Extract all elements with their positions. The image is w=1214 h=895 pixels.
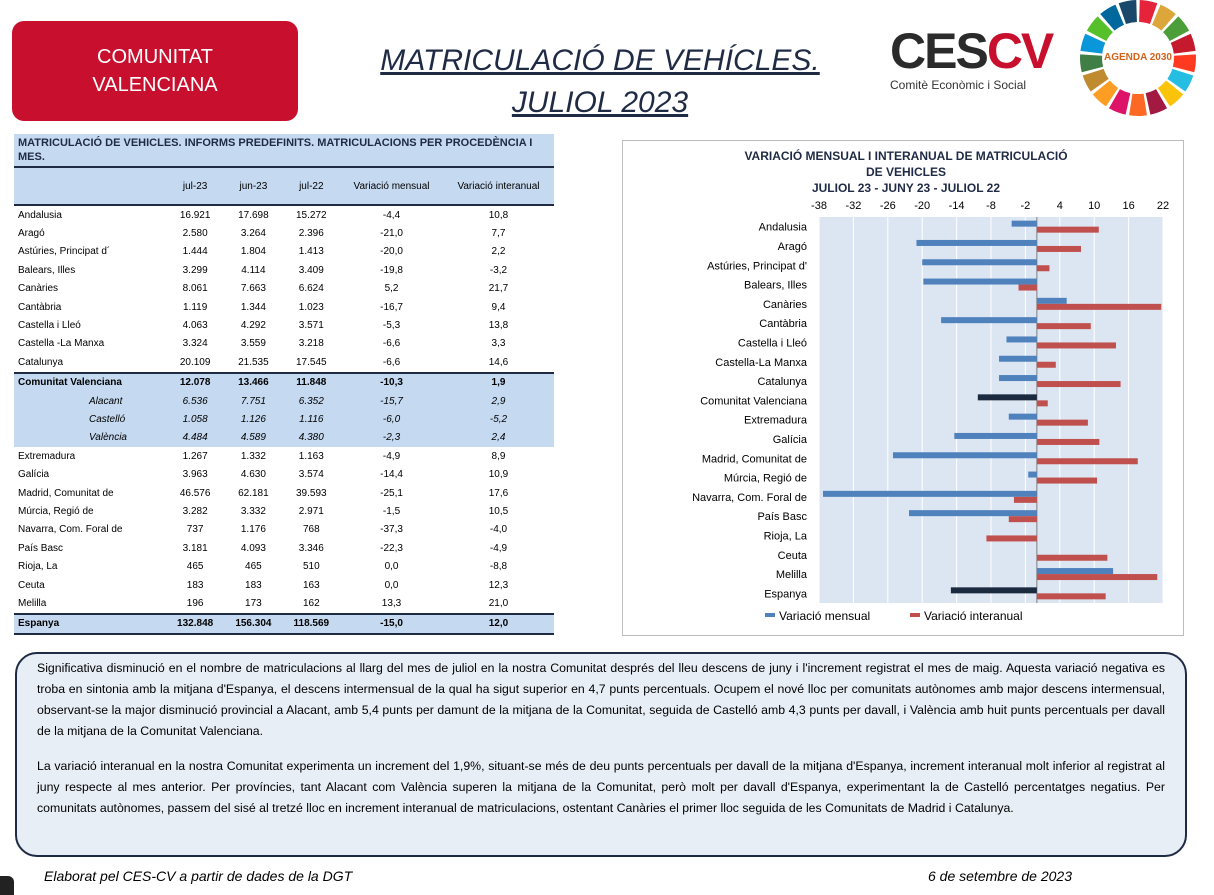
header-blank — [14, 167, 166, 205]
category-label: Melilla — [775, 569, 807, 582]
table-row — [14, 261, 554, 279]
bar-variacio-mensual — [1037, 568, 1113, 574]
variation-chart-svg — [623, 141, 1183, 635]
cell-value: -37,3 — [380, 524, 403, 536]
row-label: Extremadura — [18, 450, 76, 462]
bar-variacio-mensual — [916, 240, 1036, 246]
category-label: Cantàbria — [759, 318, 807, 331]
badge-line-2: VALENCIANA — [92, 74, 218, 96]
table-row — [14, 484, 554, 502]
cell-value: 3.559 — [240, 338, 266, 350]
cell-value: 10,8 — [488, 209, 509, 221]
table-row — [14, 280, 554, 298]
cell-value: 11.848 — [283, 373, 341, 392]
table-row — [14, 298, 554, 316]
cell-value: 196 — [186, 597, 204, 609]
cell-value: 4.589 — [224, 429, 282, 447]
bar-variacio-interanual — [986, 535, 1036, 541]
cell-value: 6.624 — [298, 283, 324, 295]
bar-variacio-mensual — [978, 394, 1037, 400]
category-label: Madrid, Comunitat de — [701, 453, 807, 466]
logo-text-cv: CV — [986, 23, 1053, 79]
cell-value: 1.116 — [283, 410, 341, 428]
cell-value: -6,0 — [340, 410, 443, 428]
bar-variacio-interanual — [1037, 227, 1099, 233]
x-tick-label: -32 — [845, 200, 862, 212]
category-label: Galícia — [772, 433, 807, 446]
cell-value: 2,9 — [443, 392, 554, 410]
cell-value: 3.218 — [298, 338, 324, 350]
cell-value: 13.466 — [224, 373, 282, 392]
bar-variacio-interanual — [1037, 304, 1161, 310]
cell-value: 2,2 — [491, 246, 506, 258]
bar-variacio-interanual — [1037, 265, 1050, 271]
cell-value: 39.593 — [296, 487, 327, 499]
cell-value: 4.484 — [166, 429, 224, 447]
bar-variacio-interanual — [1019, 285, 1037, 291]
cell-value: -4,9 — [489, 542, 508, 554]
cell-value: 13,8 — [488, 320, 509, 332]
category-label: Canàries — [762, 298, 807, 311]
table-row — [14, 539, 554, 557]
table-row — [14, 521, 554, 539]
category-label: Balears, Illes — [744, 279, 807, 292]
category-label: Múrcia, Regió de — [723, 472, 807, 485]
category-label: Rioja, La — [763, 530, 807, 543]
cell-value: 3,3 — [491, 338, 506, 350]
cell-value: 162 — [302, 597, 320, 609]
bar-variacio-mensual — [954, 433, 1037, 439]
cell-value: 2,4 — [443, 429, 554, 447]
category-label: Navarra, Com. Foral de — [692, 491, 807, 504]
logo-subtitle: Comitè Econòmic i Social — [890, 78, 1027, 92]
table-row — [14, 614, 554, 634]
chart-title-line-3: JULIOL 23 - JUNY 23 - JULIOL 22 — [811, 181, 1001, 195]
cell-value: 7.751 — [224, 392, 282, 410]
cell-value: 0,0 — [384, 579, 399, 591]
cell-value: 2.396 — [298, 228, 324, 240]
cell-value: -20,0 — [380, 246, 403, 258]
x-tick-label: 4 — [1056, 200, 1063, 212]
cell-value: 3.409 — [298, 264, 324, 276]
cell-value: 118.569 — [283, 614, 341, 634]
bar-variacio-interanual — [1037, 362, 1056, 368]
bar-variacio-interanual — [1037, 458, 1138, 464]
row-label: Cantàbria — [18, 301, 62, 313]
registrations-table — [14, 134, 554, 635]
cell-value: -6,6 — [382, 338, 401, 350]
bar-variacio-mensual — [923, 279, 1037, 285]
bar-variacio-mensual — [909, 510, 1037, 516]
cell-value: 12.078 — [166, 373, 224, 392]
cell-value: -14,4 — [380, 469, 403, 481]
cell-value: -22,3 — [380, 542, 403, 554]
bar-variacio-interanual — [1014, 497, 1037, 503]
table-row — [14, 502, 554, 520]
cell-value: 3.571 — [298, 320, 324, 332]
x-tick-label: 10 — [1088, 200, 1101, 212]
category-label: Castella-La Manxa — [715, 356, 807, 369]
cell-value: 183 — [186, 579, 204, 591]
cell-value: 1.444 — [182, 246, 208, 258]
cell-value: 3.574 — [298, 469, 324, 481]
bar-variacio-interanual — [1037, 555, 1108, 561]
row-label: Melilla — [18, 597, 47, 609]
category-label: Extremadura — [744, 414, 807, 427]
cell-value: 3.282 — [182, 505, 208, 517]
bar-variacio-mensual — [999, 375, 1037, 381]
cell-value: 10,5 — [488, 505, 509, 517]
cell-value: 6.352 — [283, 392, 341, 410]
legend-label-interanual: Variació interanual — [924, 609, 1023, 623]
sdg-wheel-segment — [1129, 94, 1147, 116]
cell-value: 2.580 — [182, 228, 208, 240]
cell-value: 163 — [302, 579, 320, 591]
table-row — [14, 392, 554, 410]
cell-value: 1.344 — [240, 301, 266, 313]
table-row — [14, 224, 554, 242]
bar-variacio-mensual — [999, 356, 1037, 362]
cell-value: -16,7 — [380, 301, 403, 313]
cell-value: 510 — [302, 561, 320, 573]
table-row — [14, 429, 554, 447]
bar-variacio-interanual — [1037, 593, 1106, 599]
footer-date: 6 de setembre de 2023 — [928, 868, 1072, 884]
row-label: Canàries — [18, 283, 59, 295]
cell-value: 3.346 — [298, 542, 324, 554]
cell-value: 46.576 — [179, 487, 211, 499]
cell-value: 3.963 — [182, 469, 208, 481]
cell-value: 2.971 — [298, 505, 324, 517]
x-tick-label: -8 — [986, 200, 996, 212]
row-label: Andalusia — [18, 209, 62, 221]
cell-value: 16.921 — [179, 209, 211, 221]
cell-value: 1.058 — [166, 410, 224, 428]
table-row — [14, 465, 554, 483]
row-label: Comunitat Valenciana — [14, 373, 166, 392]
variation-chart — [622, 140, 1184, 636]
table-row — [14, 576, 554, 594]
cell-value: 183 — [245, 579, 262, 591]
cell-value: 3.299 — [182, 264, 208, 276]
cell-value: -5,3 — [382, 320, 401, 332]
row-label: Catalunya — [18, 356, 64, 368]
badge-line-1: COMUNITAT — [97, 46, 213, 68]
x-tick-label: 22 — [1156, 200, 1170, 212]
row-label: València — [14, 429, 166, 447]
commentary-box — [15, 652, 1187, 857]
cell-value: -2,3 — [340, 429, 443, 447]
title-line-1: MATRICULACIÓ DE VEHÍCLES. — [380, 44, 820, 77]
bar-variacio-mensual — [1012, 221, 1037, 227]
category-label: Aragó — [777, 240, 807, 253]
row-label: País Basc — [18, 542, 64, 554]
category-label: Catalunya — [757, 376, 807, 389]
cell-value: 6.536 — [166, 392, 224, 410]
cell-value: -5,2 — [443, 410, 554, 428]
cescv-logo — [890, 23, 1060, 106]
cell-value: -1,5 — [382, 505, 401, 517]
cell-value: 3.181 — [182, 542, 208, 554]
x-tick-label: 16 — [1122, 200, 1135, 212]
chart-title-line-1: VARIACIÓ MENSUAL I INTERANUAL DE MATRICULACIÓ — [744, 149, 1068, 163]
sdg-wheel-segment — [1080, 54, 1103, 72]
cell-value: 4.063 — [182, 320, 208, 332]
commentary-paragraph-1: Significativa disminució en el nombre de matriculacions al llarg del mes de juliol en la nostra Comunitat després del lleu descens de juny i l'increment registrat el mes de maig. Aquesta variació negativa es troba en sintonia amb la mitjana d'Espanya, el descens intermensual de la qual ha sigut superior en 4,7 punts percentuals. Ocupem el nové lloc per comunitats autònomes amb major descens intermensual, observant-se la major disminució provincial a Alacant, amb 5,4 punts per damunt de la mitjana de la Comunitat, seguida de Castelló amb 4,3 punts per davall, i València amb huit punts percentuals per davall de la mitjana de la Comunitat Valenciana. — [37, 661, 1165, 738]
cell-value: 21,0 — [488, 597, 509, 609]
cell-value: 13,3 — [381, 597, 402, 609]
row-label: Rioja, La — [18, 561, 58, 573]
row-label: Astúries, Principat d´ — [18, 246, 111, 258]
bar-variacio-interanual — [1037, 574, 1157, 580]
corner-tab — [0, 876, 14, 895]
cell-value: -3,2 — [489, 264, 508, 276]
table-row — [14, 373, 554, 392]
table-row — [14, 557, 554, 575]
bar-variacio-interanual — [1037, 400, 1048, 406]
cell-value: 768 — [302, 524, 320, 536]
cell-value: -4,9 — [382, 450, 401, 462]
cell-value: -6,6 — [382, 356, 401, 368]
cell-value: 20.109 — [179, 356, 211, 368]
cell-value: -15,0 — [340, 614, 443, 634]
cell-value: 7.663 — [240, 283, 266, 295]
cell-value: 15.272 — [296, 209, 327, 221]
row-label: Balears, Illes — [18, 264, 76, 276]
cell-value: 14,6 — [488, 356, 509, 368]
cell-value: 8,9 — [491, 450, 506, 462]
cell-value: 4.380 — [283, 429, 341, 447]
category-label: País Basc — [757, 511, 807, 524]
row-label: Castella -La Manxa — [18, 338, 105, 350]
cell-value: 7,7 — [491, 228, 506, 240]
bar-variacio-interanual — [1037, 439, 1099, 445]
page-title — [340, 40, 860, 124]
table-row — [14, 353, 554, 372]
cell-value: 132.848 — [166, 614, 224, 634]
cell-value: 3.324 — [182, 338, 208, 350]
category-label: Comunitat Valenciana — [700, 395, 807, 408]
x-tick-label: -26 — [879, 200, 896, 212]
table-row — [14, 410, 554, 428]
cell-value: 21,7 — [488, 283, 509, 295]
cell-value: 156.304 — [224, 614, 282, 634]
cell-value: 465 — [245, 561, 262, 573]
cell-value: 1.176 — [240, 524, 266, 536]
bar-variacio-interanual — [1037, 478, 1097, 484]
bar-variacio-mensual — [823, 491, 1037, 497]
cell-value: 17,6 — [488, 487, 509, 499]
bar-variacio-interanual — [1009, 516, 1037, 522]
bar-variacio-interanual — [1037, 420, 1088, 426]
x-tick-label: -20 — [914, 200, 931, 212]
cell-value: 4.630 — [240, 469, 266, 481]
logo-text-ces: CES — [890, 23, 987, 79]
cell-value: 21.535 — [238, 356, 269, 368]
cell-value: -25,1 — [380, 487, 403, 499]
row-label: Espanya — [14, 614, 166, 634]
table-row — [14, 335, 554, 353]
category-label: Ceuta — [777, 549, 807, 562]
table-row — [14, 447, 554, 465]
region-badge — [12, 21, 298, 121]
bar-variacio-interanual — [1037, 323, 1091, 329]
cell-value: 173 — [245, 597, 262, 609]
bar-variacio-mensual — [1006, 336, 1036, 342]
column-header: jul-22 — [283, 167, 341, 205]
row-label: Castella i Lleó — [18, 320, 81, 332]
table-title: MATRICULACIÓ DE VEHICLES. INFORMS PREDEFINITS. MATRICULACIONS PER PROCEDÈNCIA I MES. — [14, 134, 554, 166]
cell-value: 9,4 — [491, 301, 506, 313]
sdg-wheel-segment — [1173, 54, 1196, 72]
bar-variacio-interanual — [1037, 246, 1081, 252]
category-label: Andalusia — [758, 221, 807, 234]
legend-label-mensual: Variació mensual — [779, 609, 871, 623]
cell-value: 1.804 — [240, 246, 266, 258]
cell-value: 465 — [186, 561, 204, 573]
table-row — [14, 594, 554, 613]
column-header: jun-23 — [224, 167, 282, 205]
cell-value: 4.093 — [240, 542, 266, 554]
chart-title-line-2: DE VEHICLES — [865, 165, 947, 179]
bar-variacio-interanual — [1037, 381, 1121, 387]
cell-value: 1.332 — [240, 450, 266, 462]
x-tick-label: -2 — [1020, 200, 1031, 212]
row-label: Navarra, Com. Foral de — [18, 524, 123, 536]
cell-value: 1,9 — [443, 373, 554, 392]
bar-variacio-interanual — [1037, 342, 1116, 348]
title-line-2: JULIOL 2023 — [511, 86, 689, 119]
cell-value: 3.264 — [240, 228, 266, 240]
table-row — [14, 243, 554, 261]
cell-value: 62.181 — [238, 487, 269, 499]
cell-value: 1.126 — [224, 410, 282, 428]
cell-value: -21,0 — [380, 228, 403, 240]
cell-value: -10,3 — [340, 373, 443, 392]
row-label: Aragó — [18, 228, 45, 240]
row-label: Alacant — [14, 392, 166, 410]
cell-value: 17.698 — [238, 209, 269, 221]
legend-swatch-mensual — [765, 613, 775, 617]
x-tick-label: -14 — [948, 200, 965, 212]
row-label: Castelló — [14, 410, 166, 428]
bar-variacio-mensual — [951, 587, 1037, 593]
cell-value: 0,0 — [384, 561, 399, 573]
bar-variacio-mensual — [893, 452, 1037, 458]
column-header: jul-23 — [166, 167, 224, 205]
footer-source: Elaborat pel CES-CV a partir de dades de la DGT — [44, 868, 353, 884]
table-row — [14, 205, 554, 224]
agenda-2030-logo — [1066, 0, 1214, 118]
cell-value: 3.332 — [240, 505, 266, 517]
cell-value: 12,0 — [443, 614, 554, 634]
cell-value: 737 — [186, 524, 204, 536]
cell-value: 1.163 — [298, 450, 324, 462]
bar-variacio-mensual — [1028, 472, 1037, 478]
cell-value: -15,7 — [340, 392, 443, 410]
cell-value: 1.119 — [182, 301, 208, 313]
column-header: Variació interanual — [443, 167, 554, 205]
cell-value: -4,0 — [489, 524, 508, 536]
bar-variacio-mensual — [1009, 414, 1037, 420]
bar-variacio-mensual — [922, 259, 1037, 265]
table-row — [14, 316, 554, 334]
category-label: Castella i Lleó — [737, 337, 807, 350]
column-header: Variació mensual — [340, 167, 443, 205]
cell-value: 1.413 — [298, 246, 324, 258]
agenda-label: AGENDA 2030 — [1104, 52, 1172, 63]
cell-value: 1.023 — [298, 301, 324, 313]
row-label: Madrid, Comunitat de — [18, 487, 114, 499]
cell-value: -19,8 — [380, 264, 403, 276]
cell-value: 5,2 — [384, 283, 399, 295]
cell-value: 8.061 — [182, 283, 208, 295]
bar-variacio-mensual — [1037, 298, 1067, 304]
cell-value: 12,3 — [488, 579, 509, 591]
legend-swatch-interanual — [910, 613, 920, 617]
row-label: Múrcia, Regió de — [18, 505, 94, 517]
cell-value: 1.267 — [182, 450, 208, 462]
bar-variacio-mensual — [941, 317, 1037, 323]
commentary-paragraph-2: La variació interanual en la nostra Comunitat experimenta un increment del 1,9%, situant-se més de deu punts percentuals per davall de la mitjana d'Espanya, increment interanual molt inferior al registrat al juny respecte al mes anterior. Per províncies, tant Alacant com València superen la mitjana de la Comunitat, però molt per davall d'Espanya, experimentant la de Castelló percentatges negatius. Per comunitats autònomes, passem del sisé al tretzé lloc en increment interanual de matriculacions, ostentant Canàries el primer lloc seguida de les Comunitats de Madrid i Catalunya. — [37, 759, 1165, 815]
cell-value: -4,4 — [382, 209, 401, 221]
category-label: Espanya — [764, 588, 807, 601]
row-label: Ceuta — [18, 579, 45, 591]
cell-value: 4.114 — [241, 264, 266, 276]
cell-value: 4.292 — [240, 320, 266, 332]
row-label: Galícia — [18, 469, 50, 481]
cell-value: 10,9 — [488, 469, 509, 481]
category-label: Astúries, Principat d' — [707, 260, 807, 273]
cell-value: -8,8 — [489, 561, 508, 573]
cell-value: 17.545 — [296, 356, 327, 368]
x-tick-label: -38 — [811, 200, 827, 212]
